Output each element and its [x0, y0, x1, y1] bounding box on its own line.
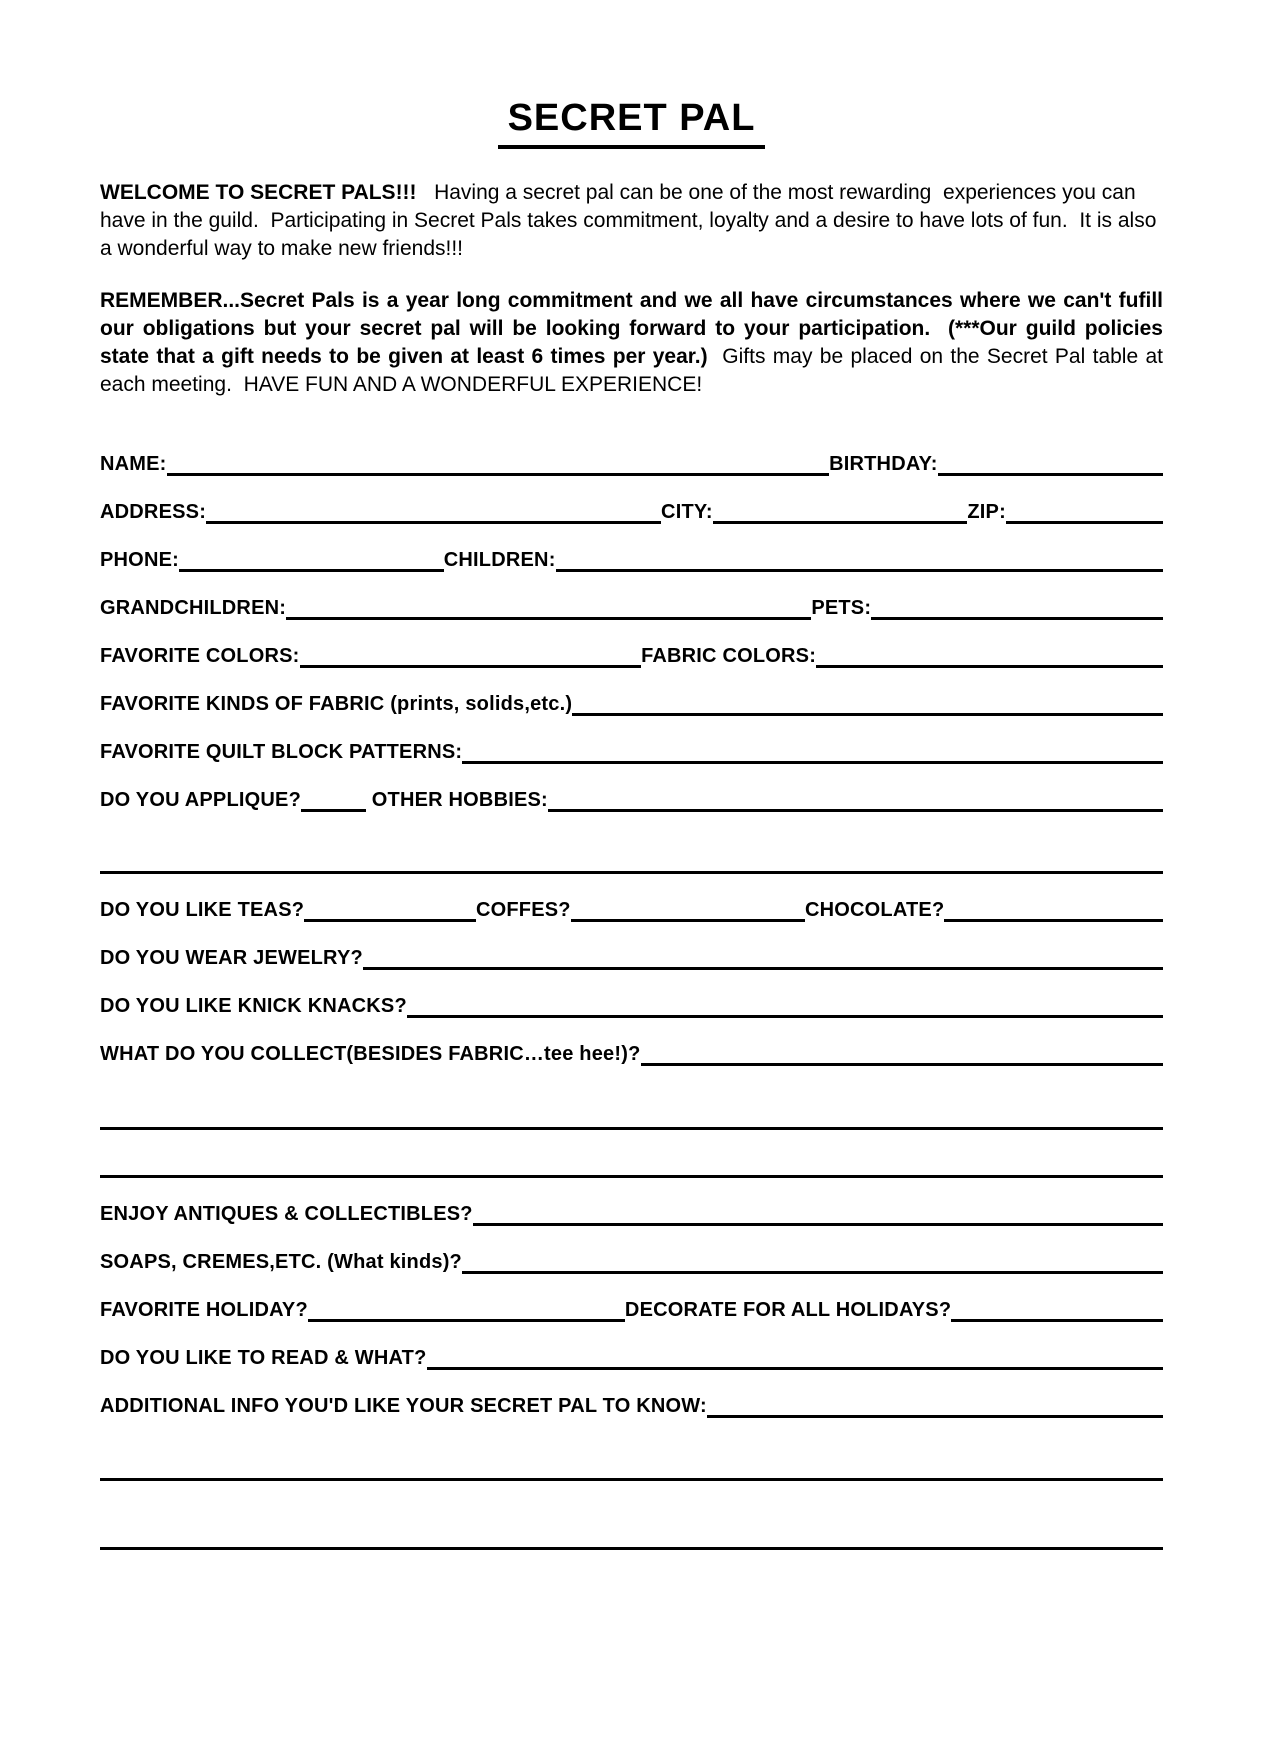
- fill-in-blank-line: [301, 809, 366, 812]
- field-label: DO YOU WEAR JEWELRY?: [100, 946, 363, 969]
- form-row: [100, 989, 1163, 1018]
- form-row: [100, 1293, 1163, 1322]
- form-row: [100, 1341, 1163, 1370]
- form-row: [100, 543, 1163, 572]
- page-title: [100, 96, 1163, 149]
- form-row: [100, 941, 1163, 970]
- fill-in-blank-line: [572, 713, 1163, 716]
- field-label: FABRIC COLORS:: [641, 644, 817, 667]
- form-row: [100, 639, 1163, 668]
- fill-in-blank-line: [548, 809, 1163, 812]
- field-label: ADDRESS:: [100, 500, 207, 523]
- fill-in-blank-line: [473, 1223, 1163, 1226]
- fill-in-blank-line: [944, 919, 1163, 922]
- field-label: FAVORITE HOLIDAY?: [100, 1298, 308, 1321]
- form-row: [100, 1197, 1163, 1226]
- fill-in-blank-line: [100, 1478, 1163, 1481]
- field-label: ADDITIONAL INFO YOU'D LIKE YOUR SECRET PAL TO KNOW:: [100, 1394, 707, 1417]
- fill-in-blank-line: [206, 521, 661, 524]
- field-label: CHILDREN:: [443, 548, 556, 571]
- reminder-paragraph: [100, 287, 1169, 399]
- form-row: [100, 1389, 1163, 1418]
- field-label: PHONE:: [100, 548, 179, 571]
- field-label: COFFES?: [475, 898, 571, 921]
- page-title-text: SECRET PAL: [498, 96, 766, 149]
- fill-in-blank-line: [951, 1319, 1163, 1322]
- field-label: NAME:: [100, 452, 167, 475]
- field-label: CITY:: [661, 500, 713, 523]
- field-label: OTHER HOBBIES:: [366, 788, 548, 811]
- fill-in-blank-line: [462, 761, 1163, 764]
- field-label: ZIP:: [967, 500, 1006, 523]
- fill-in-blank-line: [308, 1319, 625, 1322]
- fill-in-blank-line: [871, 617, 1163, 620]
- form-row: [100, 783, 1163, 812]
- field-label: WHAT DO YOU COLLECT(BESIDES FABRIC…tee hee!)?: [100, 1042, 641, 1065]
- field-label: DO YOU LIKE TO READ & WHAT?: [100, 1346, 427, 1369]
- fill-in-blank-line: [571, 919, 805, 922]
- field-label: CHOCOLATE?: [804, 898, 945, 921]
- continuation-line-row: [100, 1521, 1163, 1550]
- fill-in-blank-line: [1006, 521, 1163, 524]
- fill-in-blank-line: [427, 1367, 1163, 1370]
- continuation-line-row: [100, 845, 1163, 874]
- fill-in-blank-line: [100, 1127, 1163, 1130]
- form-row: [100, 1037, 1163, 1066]
- fill-in-blank-line: [304, 919, 476, 922]
- form-row: [100, 893, 1163, 922]
- field-label: FAVORITE QUILT BLOCK PATTERNS:: [100, 740, 463, 763]
- continuation-line-row: [100, 1101, 1163, 1130]
- intro-lead: WELCOME TO SECRET PALS!!!: [100, 180, 417, 204]
- field-label: SOAPS, CREMES,ETC. (What kinds)?: [100, 1250, 462, 1273]
- form-row: [100, 735, 1163, 764]
- form-row: [100, 447, 1163, 476]
- intro-paragraph: [100, 179, 1163, 263]
- fill-in-blank-line: [100, 1547, 1163, 1550]
- field-label: PETS:: [811, 596, 872, 619]
- fill-in-blank-line: [363, 967, 1163, 970]
- field-label: DO YOU LIKE KNICK KNACKS?: [100, 994, 407, 1017]
- fill-in-blank-line: [300, 665, 642, 668]
- form-row: [100, 687, 1163, 716]
- form-row: [100, 1245, 1163, 1274]
- fill-in-blank-line: [816, 665, 1163, 668]
- fill-in-blank-line: [462, 1271, 1163, 1274]
- fill-in-blank-line: [641, 1063, 1163, 1066]
- reminder-body: Gifts may be placed on the Secret Pal table at each meeting. HAVE FUN AND A WONDERFUL EXPERIENCE!: [100, 344, 1169, 396]
- fill-in-blank-line: [100, 1175, 1163, 1178]
- reminder-lead: REMEMBER...Secret Pals is a year long commitment and we all have circumstances where we can't fufill our obligations but your secret pal will be looking forward to your participation. (***Our guild policies state that a gift needs to be given at least 6 times per year.): [100, 288, 1169, 368]
- fill-in-blank-line: [167, 473, 830, 476]
- fill-in-blank-line: [713, 521, 968, 524]
- fill-in-blank-line: [179, 569, 444, 572]
- fill-in-blank-line: [100, 871, 1163, 874]
- fill-in-blank-line: [938, 473, 1163, 476]
- field-label: DECORATE FOR ALL HOLIDAYS?: [624, 1298, 952, 1321]
- field-label: ENJOY ANTIQUES & COLLECTIBLES?: [100, 1202, 473, 1225]
- field-label: DO YOU APPLIQUE?: [100, 788, 302, 811]
- fill-in-blank-line: [286, 617, 811, 620]
- field-label: DO YOU LIKE TEAS?: [100, 898, 305, 921]
- form-row: [100, 591, 1163, 620]
- fill-in-blank-line: [556, 569, 1163, 572]
- field-label: FAVORITE COLORS:: [100, 644, 300, 667]
- field-label: GRANDCHILDREN:: [100, 596, 287, 619]
- intro-body: Having a secret pal can be one of the most rewarding experiences you can have in the guild. Participating in Secret Pals takes commitment, loyalty and a desire to have lots of fun. It is also a wonderful way to make new friends!!!: [100, 180, 1163, 260]
- continuation-line-row: [100, 1452, 1163, 1481]
- fill-in-blank-line: [407, 1015, 1163, 1018]
- field-label: FAVORITE KINDS OF FABRIC (prints, solids,etc.): [100, 692, 573, 715]
- continuation-line-row: [100, 1149, 1163, 1178]
- form-fields: [100, 447, 1163, 1550]
- field-label: BIRTHDAY:: [829, 452, 938, 475]
- document-page: [0, 96, 1275, 1746]
- form-row: [100, 495, 1163, 524]
- fill-in-blank-line: [707, 1415, 1163, 1418]
